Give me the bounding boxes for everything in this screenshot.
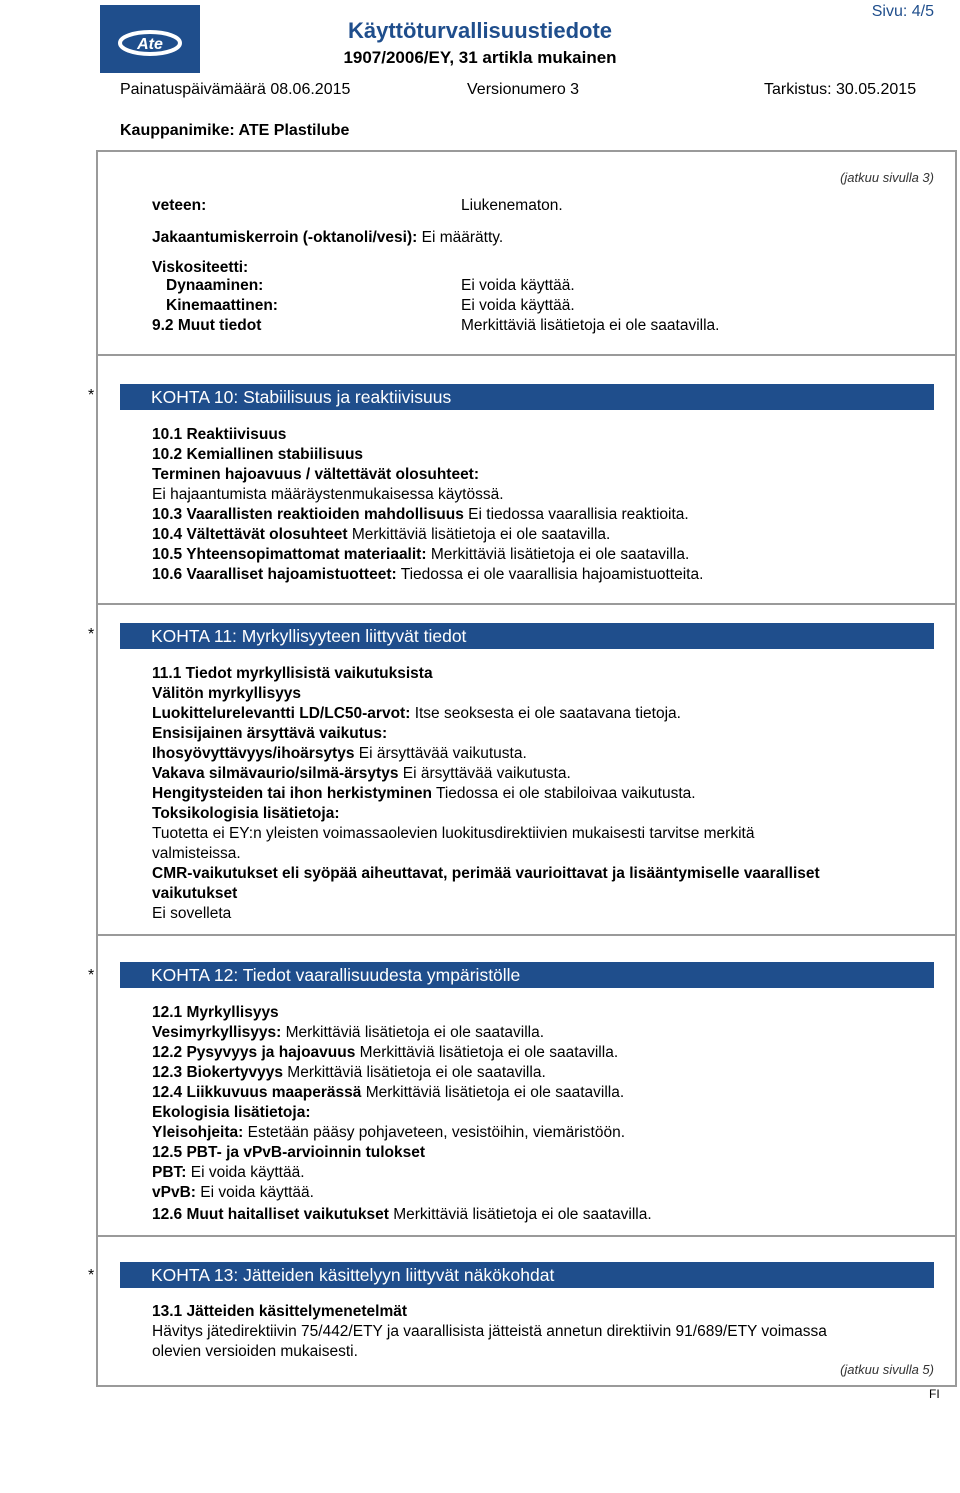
s12-value: Ei voida käyttää. <box>190 1164 305 1181</box>
s10-line <box>152 525 610 545</box>
s11-label: Hengitysteiden tai ihon herkistyminen <box>152 785 432 802</box>
section-13-heading: KOHTA 13: Jätteiden käsittelyyn liittyvät näkökohdat <box>120 1262 934 1288</box>
s10-value: Merkittäviä lisätietoja ei ole saatavilla. <box>430 546 690 563</box>
section-12-heading: KOHTA 12: Tiedot vaarallisuudesta ympäristölle <box>120 962 934 988</box>
s10-value: Tiedossa ei ole vaarallisia hajoamistuotteita. <box>400 566 704 583</box>
s12-label: Vesimyrkyllisyys: <box>152 1024 282 1041</box>
s12-line <box>152 1043 618 1063</box>
s12-line <box>152 1123 625 1143</box>
s11-line: Tuotetta ei EY:n yleisten voimassaolevien luokitusdirektiivien mukaisesti tarvitse merkitä <box>152 825 755 842</box>
partition-value: Ei määrätty. <box>421 229 504 246</box>
section-11-heading: KOHTA 11: Myrkyllisyyteen liittyvät tiedot <box>120 623 934 649</box>
partition-row <box>152 228 503 248</box>
s10-line: Terminen hajoavuus / vältettävät olosuhteet: <box>152 466 480 483</box>
document-title: Käyttöturvallisuustiedote <box>347 18 613 43</box>
s12-value: Estetään pääsy pohjaveteen, vesistöihin, viemäristöön. <box>247 1124 626 1141</box>
s13-line: 13.1 Jätteiden käsittelymenetelmät <box>152 1303 408 1320</box>
s12-line <box>152 1063 546 1083</box>
s11-line: Ei sovelleta <box>152 905 232 922</box>
print-date: Painatuspäivämäärä 08.06.2015 <box>120 81 351 98</box>
s11-value: Tiedossa ei ole stabiloivaa vaikutusta. <box>435 785 696 802</box>
s10-line: 10.2 Kemiallinen stabiilisuus <box>152 446 364 463</box>
s11-value: Ei ärsyttävää vaikutusta. <box>402 765 571 782</box>
revision-date: Tarkistus: 30.05.2015 <box>764 81 917 98</box>
partition-label: Jakaantumiskerroin (-oktanoli/vesi): <box>152 229 418 246</box>
dynamic-label: Dynaaminen: <box>166 277 264 294</box>
change-marker: * <box>88 387 95 404</box>
section-separator <box>96 354 957 356</box>
s10-value: Ei tiedossa vaarallisia reaktioita. <box>468 506 689 523</box>
s12-line: Ekologisia lisätietoja: <box>152 1104 311 1121</box>
s10-line <box>152 565 703 585</box>
s12-line <box>152 1163 305 1183</box>
s11-line: valmisteissa. <box>152 845 241 862</box>
s11-line <box>152 784 696 804</box>
s12-label: PBT: <box>152 1164 187 1181</box>
viscosity-label: Viskositeetti: <box>152 259 249 276</box>
s10-line <box>152 545 689 565</box>
s11-label: Vakava silmävaurio/silmä-ärsytys <box>152 765 399 782</box>
continued-to: (jatkuu sivulla 5) <box>840 1362 934 1377</box>
s10-label: 10.5 Yhteensopimattomat materiaalit: <box>152 546 427 563</box>
s11-value: Itse seoksesta ei ole saatavana tietoja. <box>414 705 681 722</box>
section-separator <box>96 603 957 605</box>
s12-line <box>152 1083 624 1103</box>
s11-line: Ensisijainen ärsyttävä vaikutus: <box>152 725 388 742</box>
s12-line <box>152 1023 544 1043</box>
other-info-label: 9.2 Muut tiedot <box>152 317 262 334</box>
s12-value: Merkittäviä lisätietoja ei ole saatavilla. <box>393 1206 652 1223</box>
document-subtitle: 1907/2006/EY, 31 artikla mukainen <box>343 48 617 67</box>
water-value: Liukenematon. <box>461 197 563 214</box>
s11-line <box>152 744 527 764</box>
s12-value: Merkittäviä lisätietoja ei ole saatavilla. <box>359 1044 619 1061</box>
s10-line: 10.1 Reaktiivisuus <box>152 426 287 443</box>
s12-line <box>152 1205 652 1225</box>
continued-from: (jatkuu sivulla 3) <box>840 170 934 185</box>
s12-line <box>152 1183 314 1203</box>
s12-value: Merkittäviä lisätietoja ei ole saatavilla. <box>287 1064 546 1081</box>
section-separator <box>96 1235 957 1237</box>
s11-line: CMR-vaikutukset eli syöpää aiheuttavat, perimää vaurioittavat ja lisääntymiselle vaaralliset <box>152 865 820 882</box>
page-number: Sivu: 4/5 <box>871 3 934 20</box>
version-number: Versionumero 3 <box>467 81 580 98</box>
section-10-heading: KOHTA 10: Stabiilisuus ja reaktiivisuus <box>120 384 934 410</box>
s10-label: 10.3 Vaarallisten reaktioiden mahdollisuus <box>152 506 464 523</box>
s12-line: 12.1 Myrkyllisyys <box>152 1004 279 1021</box>
trade-name: Kauppanimike: ATE Plastilube <box>120 122 350 139</box>
s11-line: vaikutukset <box>152 885 238 902</box>
dynamic-value: Ei voida käyttää. <box>461 277 575 294</box>
water-label: veteen: <box>152 197 207 214</box>
s11-line <box>152 764 571 784</box>
change-marker: * <box>88 626 95 643</box>
s11-line: Välitön myrkyllisyys <box>152 685 302 702</box>
s10-label: 10.4 Vältettävät olosuhteet <box>152 526 348 543</box>
logo-text: Ate <box>137 36 163 53</box>
section-separator <box>96 934 957 936</box>
s10-label: 10.6 Vaaralliset hajoamistuotteet: <box>152 566 397 583</box>
s12-value: Merkittäviä lisätietoja ei ole saatavilla. <box>365 1084 625 1101</box>
s12-label: 12.4 Liikkuvuus maaperässä <box>152 1084 362 1101</box>
frame-right <box>955 150 957 1385</box>
s12-label: 12.6 Muut haitalliset vaikutukset <box>152 1206 389 1223</box>
s10-line <box>152 505 689 525</box>
s12-label: vPvB: <box>152 1184 196 1201</box>
s12-value: Ei voida käyttää. <box>200 1184 314 1201</box>
change-marker: * <box>88 967 95 984</box>
s10-line: Ei hajaantumista määräystenmukaisessa käytössä. <box>152 486 504 503</box>
kinematic-value: Ei voida käyttää. <box>461 297 575 314</box>
language-code: FI <box>929 1387 940 1401</box>
change-marker: * <box>88 1267 95 1284</box>
frame-top <box>96 150 957 152</box>
s11-line: Toksikologisia lisätietoja: <box>152 805 340 822</box>
other-info-value: Merkittäviä lisätietoja ei ole saatavilla. <box>461 317 720 334</box>
s11-line: 11.1 Tiedot myrkyllisistä vaikutuksista <box>152 665 433 682</box>
s13-line: olevien versioiden mukaisesti. <box>152 1343 358 1360</box>
s13-line: Hävitys jätedirektiivin 75/442/ETY ja vaarallisista jätteistä annetun direktiivin 91/689/ETY voimassa <box>152 1323 827 1340</box>
section-separator <box>96 1385 957 1387</box>
frame-left <box>96 150 98 1385</box>
kinematic-label: Kinemaattinen: <box>166 297 278 314</box>
s10-value: Merkittäviä lisätietoja ei ole saatavilla. <box>351 526 611 543</box>
s11-label: Ihosyövyttävyys/ihoärsytys <box>152 745 355 762</box>
s12-line: 12.5 PBT- ja vPvB-arvioinnin tulokset <box>152 1144 426 1161</box>
s12-label: 12.2 Pysyvyys ja hajoavuus <box>152 1044 356 1061</box>
s11-line <box>152 704 681 724</box>
s12-label: 12.3 Biokertyvyys <box>152 1064 283 1081</box>
s11-label: Luokittelurelevantti LD/LC50-arvot: <box>152 705 411 722</box>
s12-value: Merkittäviä lisätietoja ei ole saatavilla. <box>285 1024 545 1041</box>
s11-value: Ei ärsyttävää vaikutusta. <box>358 745 527 762</box>
s12-label: Yleisohjeita: <box>152 1124 244 1141</box>
